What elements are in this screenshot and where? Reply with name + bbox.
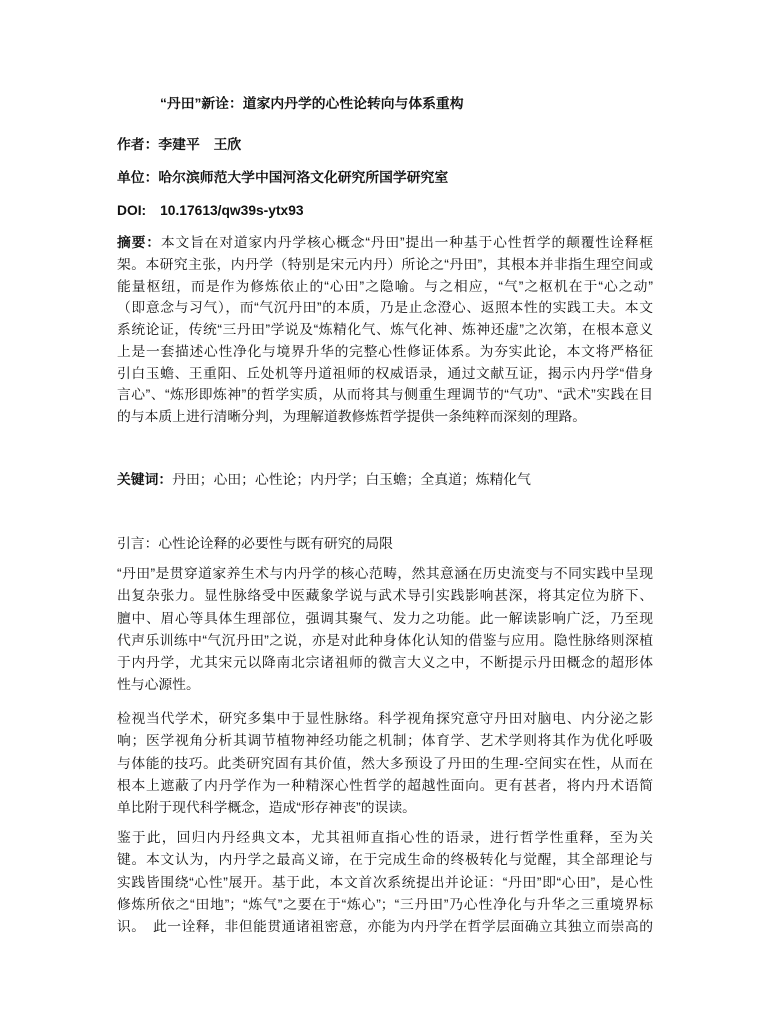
affiliation-label: 单位：: [117, 170, 159, 185]
abstract-line: 架。本研究主张，内丹学（特别是宋元内丹）所论之“丹田”，其根本并非指生理空间或: [117, 256, 653, 272]
paragraph: [117, 827, 653, 938]
paper-title: “丹田”新诠：道家内丹学的心性论转向与体系重构: [160, 96, 464, 111]
paragraph-line: 响；医学视角分析其调节植物神经功能之机制；体育学、艺术学则将其作为优化呼吸: [117, 733, 653, 749]
keywords-label: 关键词：: [117, 472, 173, 487]
abstract-line: （即意念与习气），而“气沉丹田”的本质，乃是止念澄心、返照本性的实践工夫。本文: [117, 300, 653, 316]
paragraph: [117, 563, 653, 697]
paragraph-line: 与体能的技巧。此类研究固有其价值，然大多预设了丹田的生理-空间实在性，从而在: [117, 755, 653, 771]
paragraph-line: 鉴于此，回归内丹经典文本，尤其祖师直指心性的语录，进行哲学性重释，至为关: [117, 830, 653, 845]
authors-label: 作者：: [117, 137, 159, 152]
affiliation-value: 哈尔滨师范大学中国河洛文化研究所国学研究室: [158, 170, 449, 185]
abstract-text: 本文旨在对道家内丹学核心概念“丹田”提出一种基于心性哲学的颠覆性诠释框: [160, 235, 654, 250]
paragraph: [117, 708, 653, 819]
section-heading-introduction: 引言：心性论诠释的必要性与既有研究的局限: [117, 536, 393, 551]
doi-label: DOI:: [117, 203, 147, 218]
keywords-line: [117, 469, 653, 491]
keywords-value: 丹田；心田；心性论；内丹学；白玉蟾；全真道；炼精化气: [172, 472, 531, 487]
abstract-label: 摘要：: [117, 235, 161, 250]
paragraph-line: 出复杂张力。显性脉络受中医藏象学说与武术导引实践影响甚深，将其定位为脐下、: [117, 588, 653, 604]
abstract-line: 能量枢纽，而是作为修炼依止的“心田”之隐喻。与之相应，“气”之枢机在于“心之动”: [117, 278, 653, 294]
abstract-line: 言心”、“炼形即炼神”的哲学实质，从而将其与侧重生理调节的“气功”、“武术”实践在目: [117, 387, 653, 403]
paragraph-line: 键。本文认为，内丹学之最高义谛，在于完成生命的终极转化与觉醒，其全部理论与: [117, 852, 653, 868]
paragraph-line: 识。 此一诠释，非但能贯通诸祖密意，亦能为内丹学在哲学层面确立其独立而崇高的: [117, 919, 653, 935]
paragraph-line: 单比附于现代科学概念，造成“形存神丧”的误读。: [117, 800, 416, 816]
paragraph-line: 实践皆围绕“心性”展开。基于此，本文首次系统提出并论证：“丹田”即“心田”，是心性: [117, 874, 653, 890]
authors-value: 李建平 王欣: [158, 137, 242, 152]
paragraph-line: 代声乐训练中“气沉丹田”之说，亦是对此种身体化认知的借鉴与应用。隐性脉络则深植: [117, 632, 653, 648]
abstract-line: 上是一套描述心性净化与境界升华的完整心性修证体系。为夯实此论，本文将严格征: [117, 343, 653, 359]
authors-line: [117, 134, 653, 156]
paragraph-line: 检视当代学术，研究多集中于显性脉络。科学视角探究意守丹田对脑电、内分泌之影: [117, 711, 653, 726]
abstract-line: 引白玉蟾、王重阳、丘处机等丹道祖师的权威语录，通过文献互证，揭示内丹学“借身: [117, 365, 653, 381]
paragraph-line: 性与心源性。: [117, 677, 200, 693]
abstract-line: [117, 232, 653, 254]
paragraph-line: 修炼所依之“田地”；“炼气”之要在于“炼心”；“三丹田”乃心性净化与升华之三重境界标: [117, 896, 653, 912]
doi-value: 10.17613/qw39s-ytx93: [160, 203, 304, 218]
abstract: [117, 232, 653, 428]
paragraph-line: 根本上遮蔽了内丹学作为一种精深心性哲学的超越性面向。更有甚者，将内丹术语简: [117, 777, 653, 793]
abstract-line: 的与本质上进行清晰分判，为理解道教修炼哲学提供一条纯粹而深刻的理路。: [117, 409, 587, 424]
abstract-line: 系统论证，传统“三丹田”学说及“炼精化气、炼气化神、炼神还虚”之次第，在根本意义: [117, 322, 653, 337]
paragraph-line: 于内丹学，尤其宋元以降南北宗诸祖师的微言大义之中，不断提示丹田概念的超形体: [117, 655, 653, 671]
paragraph-line: “丹田”是贯穿道家养生术与内丹学的核心范畴，然其意涵在历史流变与不同实践中呈现: [117, 566, 653, 581]
paragraph-line: 膻中、眉心等具体生理部位，强调其聚气、发力之功能。此一解读影响广泛，乃至现: [117, 610, 653, 626]
affiliation-line: [117, 167, 653, 189]
doi-line: [117, 200, 653, 222]
